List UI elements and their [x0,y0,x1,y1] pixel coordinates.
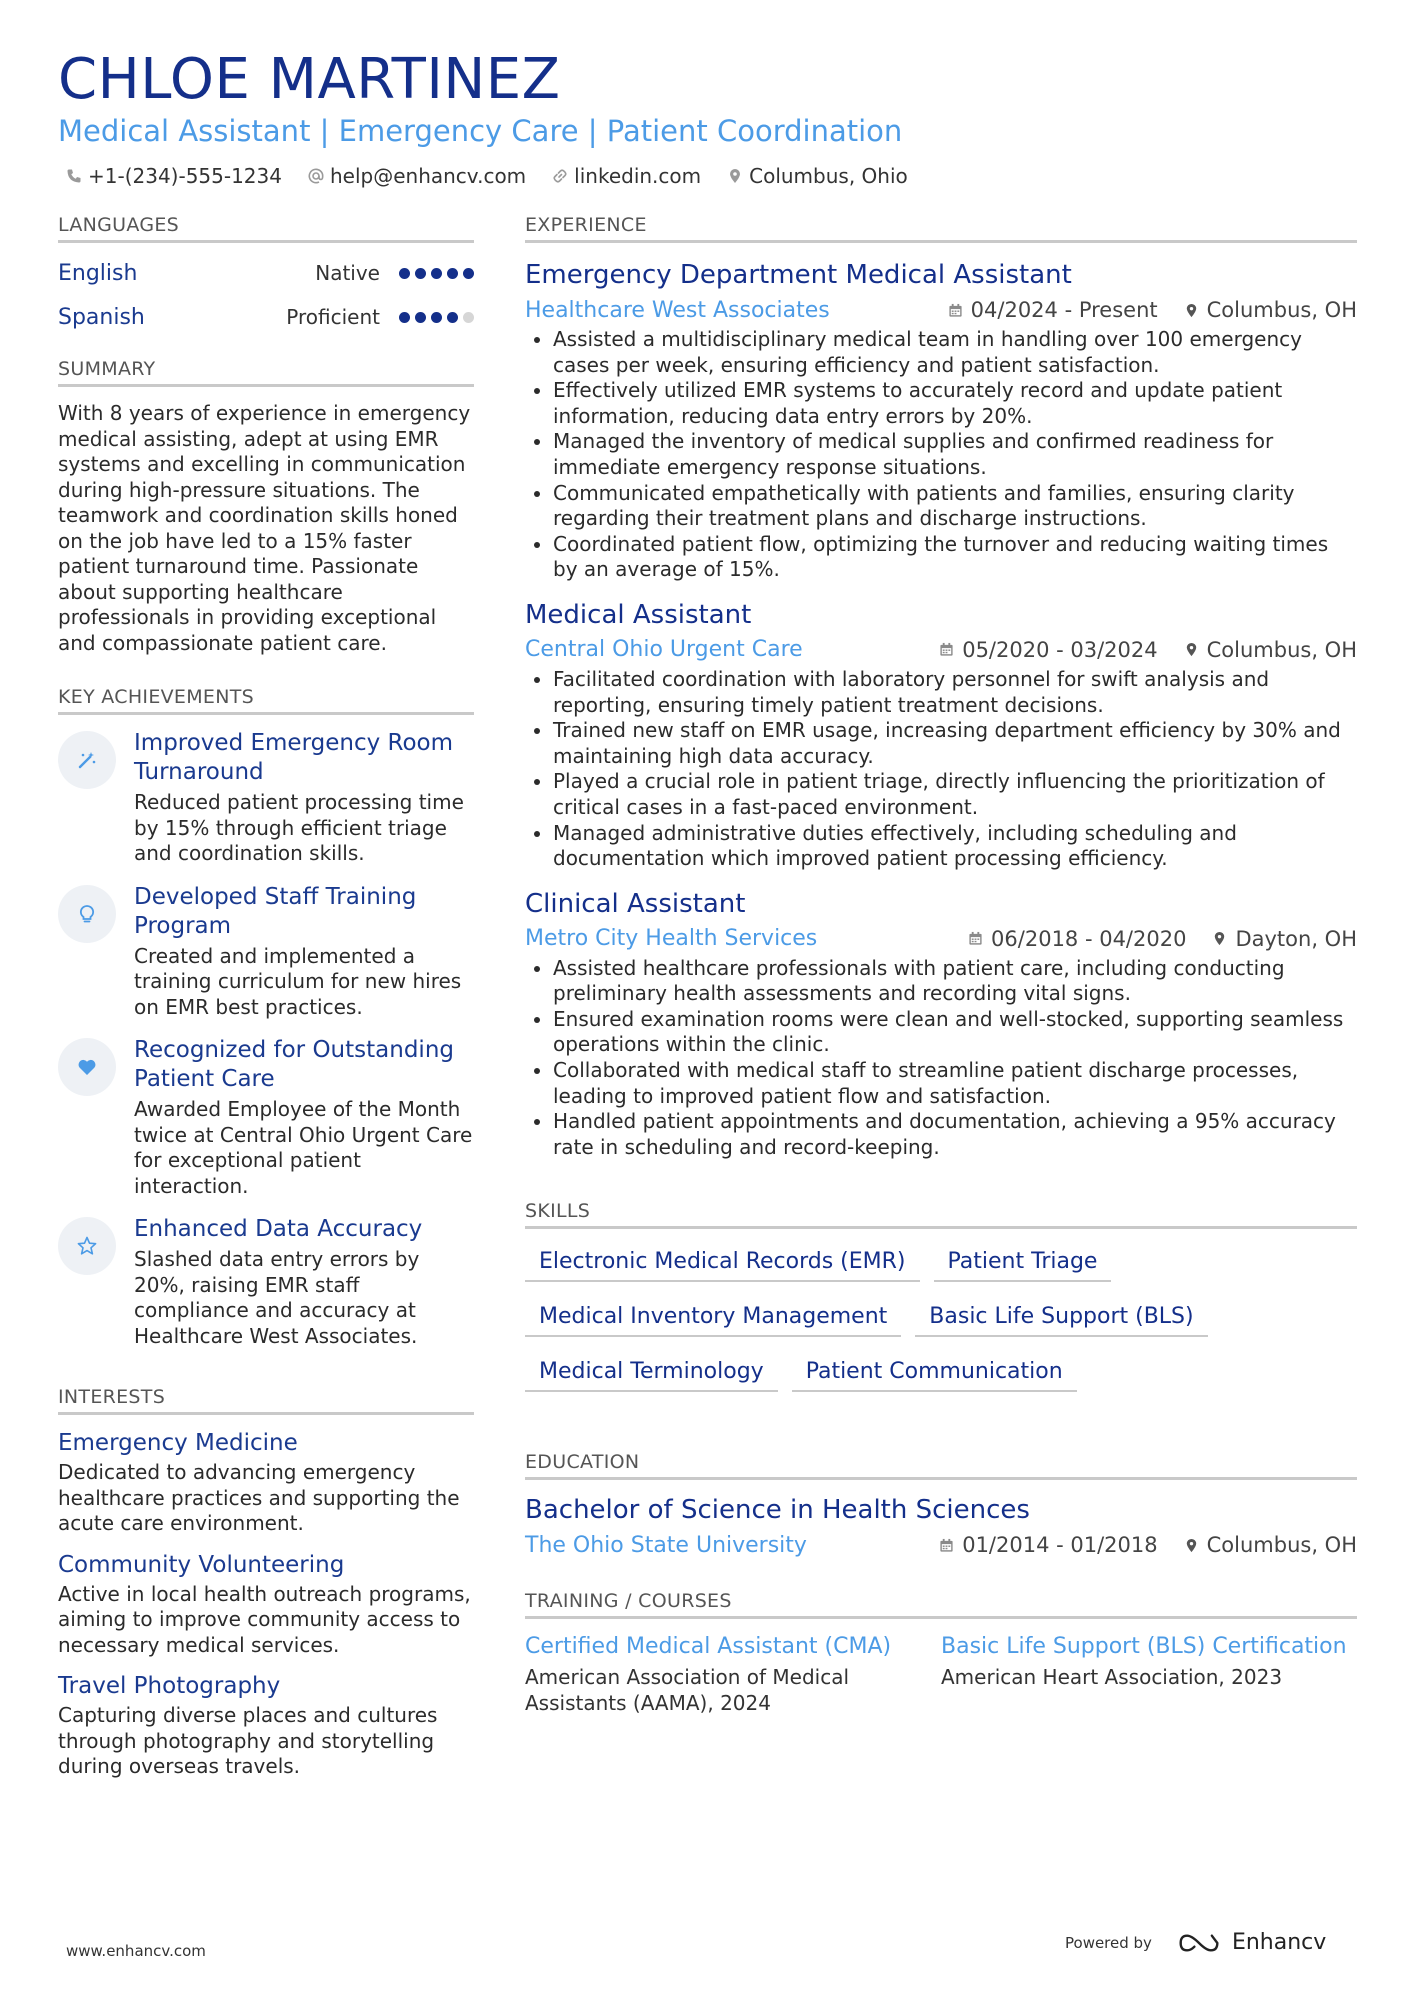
achievement-title: Enhanced Data Accuracy [134,1216,423,1242]
training-section [525,1590,1357,1716]
bullet: • Communicated empathetically with patients and families, ensuring clarity regarding their treatment plans and discharge instructions. [553,481,1357,532]
job-title: Emergency Department Medical Assistant [525,260,1072,290]
dot-filled [447,268,458,279]
language-row [58,251,474,295]
calendar-icon [968,931,983,946]
skill-tag: Basic Life Support (BLS) [915,1296,1207,1337]
phone-text: +1-(234)-555-1234 [88,164,282,188]
interest-title: Community Volunteering [58,1551,345,1578]
achievement-item [58,729,474,867]
skills-title: SKILLS [525,1200,1357,1229]
powered-by-label: Powered by [1065,1933,1152,1952]
location-text: Columbus, Ohio [749,164,908,188]
company-name: Central Ohio Urgent Care [525,637,803,663]
training-item [941,1633,1357,1716]
achievement-item [58,1036,474,1199]
education-section [525,1451,1357,1560]
contact-linkedin[interactable] [552,164,701,188]
proficiency-dots [394,268,474,279]
skill-tag: Patient Communication [792,1351,1077,1392]
candidate-headline: Medical Assistant | Emergency Care | Patient Coordination [58,114,903,148]
experience-title: EXPERIENCE [525,214,1357,243]
school-name: The Ohio State University [525,1532,807,1558]
heart-icon [76,1056,98,1078]
job-bullets [525,327,1357,583]
dot-filled [431,312,442,323]
skills-list [525,1241,1357,1406]
experience-section [525,214,1357,1160]
education-location [1184,1533,1357,1557]
job-entry [525,888,1357,1161]
skills-section [525,1200,1357,1406]
training-list [525,1633,1357,1716]
contact-email[interactable] [308,164,526,188]
interest-desc: Active in local health outreach programs, aiming to improve community access to necessary medical services. [58,1581,471,1657]
map-pin-icon [1212,931,1227,946]
achievement-icon-badge [58,731,116,789]
education-meta [525,1530,1357,1560]
dot-filled [431,268,442,279]
location-text: Dayton, OH [1235,926,1357,951]
brand-name: Enhancv [1231,1930,1327,1955]
job-meta [525,295,1357,325]
email-text: help@enhancv.com [329,164,527,188]
training-title: TRAINING / COURSES [525,1590,1357,1619]
skill-tag: Medical Inventory Management [525,1296,901,1337]
bullet: • Effectively utilized EMR systems to accurately record and update patient information, reducing data entry errors by 20%. [553,378,1357,429]
dates-text: 05/2020 - 03/2024 [962,637,1158,662]
skill-tag: Medical Terminology [525,1351,778,1392]
achievements-title: KEY ACHIEVEMENTS [58,686,474,715]
job-bullets [525,667,1357,872]
candidate-name: CHLOE MARTINEZ [58,47,561,112]
job-location [1184,298,1357,322]
dot-empty [463,312,474,323]
bullet: • Played a crucial role in patient triage, directly influencing the prioritization of critical cases in a fast-paced environment. [553,769,1357,820]
language-row [58,295,474,339]
language-name: Spanish [58,304,145,330]
dates-text: 06/2018 - 04/2020 [991,926,1187,951]
dot-filled [415,312,426,323]
bullet: • Managed administrative duties effectively, including scheduling and documentation which improved patient processing efficiency. [553,821,1357,872]
dates-text: 04/2024 - Present [970,298,1158,322]
bullet: • Facilitated coordination with laboratory personnel for swift analysis and reporting, ensuring timely patient treatment decisions. [553,667,1357,718]
calendar-icon [939,642,954,657]
education-title: EDUCATION [525,1451,1357,1480]
achievement-icon-badge [58,1038,116,1096]
dot-filled [463,268,474,279]
training-item [525,1633,941,1716]
interest-desc: Capturing diverse places and cultures through photography and storytelling during overseas travels. [58,1703,438,1778]
achievement-title: Recognized for Outstanding Patient Care [134,1037,454,1092]
achievement-desc: Created and implemented a training curriculum for new hires on EMR best practices. [134,943,462,1019]
interest-title: Travel Photography [58,1673,281,1699]
contact-bar [66,164,934,188]
interest-item [58,1551,474,1659]
phone-icon [66,168,82,184]
map-pin-icon [1184,1538,1199,1553]
interest-item [58,1672,474,1780]
degree-title: Bachelor of Science in Health Sciences [525,1495,1030,1525]
language-level: Proficient [286,305,380,329]
skill-tag: Electronic Medical Records (EMR) [525,1241,920,1282]
interests-section [58,1386,474,1780]
job-entry [525,259,1357,583]
achievement-icon-badge [58,1217,116,1275]
job-entry [525,599,1357,872]
location-text: Columbus, OH [1206,298,1357,322]
at-icon [308,168,324,184]
job-title: Clinical Assistant [525,888,746,919]
achievement-desc: Reduced patient processing time by 15% through efficient triage and coordination skills. [134,790,464,865]
achievement-desc: Slashed data entry errors by 20%, raising EMR staff compliance and accuracy at Healthcare West Associates. [134,1247,420,1348]
bullet: • Managed the inventory of medical supplies and confirmed readiness for immediate emergency response situations. [553,429,1357,480]
bullet: • Handled patient appointments and documentation, achieving a 95% accuracy rate in scheduling and record-keeping. [553,1109,1357,1160]
bullet: • Ensured examination rooms were clean and well-stocked, supporting seamless operations within the clinic. [553,1007,1357,1058]
achievement-title: Developed Staff Training Program [134,883,417,939]
achievement-title: Improved Emergency Room Turnaround [134,730,454,785]
job-dates [948,298,1158,322]
bullet: • Coordinated patient flow, optimizing the turnover and reducing waiting times by an average of 15%. [553,532,1357,583]
skill-tag: Patient Triage [934,1241,1112,1282]
training-title: Basic Life Support (BLS) Certification [941,1634,1347,1659]
lightbulb-icon [76,903,98,925]
job-title: Medical Assistant [525,599,752,630]
summary-title: SUMMARY [58,358,474,387]
education-dates [939,1533,1157,1557]
achievement-item [58,883,474,1021]
map-pin-icon [1184,303,1199,318]
bullet: • Assisted a multidisciplinary medical team in handling over 100 emergency cases per week, ensuring efficiency and patient satisfaction. [553,327,1357,378]
languages-section [58,214,474,339]
job-meta [525,924,1357,954]
interest-desc: Dedicated to advancing emergency healthcare practices and supporting the acute care environment. [58,1460,460,1535]
training-desc: American Association of Medical Assistants (AAMA), 2024 [525,1665,850,1715]
dates-text: 01/2014 - 01/2018 [962,1533,1158,1557]
bullet: • Assisted healthcare professionals with patient care, including conducting preliminary health assessments and recording vital signs. [553,956,1357,1007]
footer-website[interactable]: www.enhancv.com [66,1942,206,1960]
interest-title: Emergency Medicine [58,1430,298,1456]
location-text: Columbus, OH [1206,637,1357,662]
summary-text: With 8 years of experience in emergency medical assisting, adept at using EMR systems and excelling in communication during high-pressure situations. The teamwork and coordination skills honed on the job have led to a 15% faster patient turnaround time. Passionate about supporting healthcare professionals in providing exceptional and compassionate patient care. [58,401,471,655]
achievements-section [58,686,474,1349]
company-name: Healthcare West Associates [525,297,830,323]
languages-title: LANGUAGES [58,214,474,243]
bullet: • Collaborated with medical staff to streamline patient discharge processes, leading to improved patient flow and satisfaction. [553,1058,1357,1109]
job-location [1184,638,1357,662]
bullet: • Trained new staff on EMR usage, increasing department efficiency by 30% and maintaining high data accuracy. [553,718,1357,769]
interest-item [58,1429,474,1537]
dot-filled [415,268,426,279]
training-desc: American Heart Association, 2023 [941,1665,1283,1689]
proficiency-dots [394,312,474,323]
contact-phone[interactable] [66,164,282,188]
achievement-desc: Awarded Employee of the Month twice at Central Ohio Urgent Care for exceptional patient interaction. [134,1097,473,1198]
company-name: Metro City Health Services [525,926,818,952]
job-dates [968,927,1186,951]
summary-section [58,358,474,656]
dot-filled [399,312,410,323]
job-location [1212,927,1357,951]
calendar-icon [939,1538,954,1553]
achievement-item [58,1215,474,1349]
enhancv-logo-icon [1176,1932,1222,1954]
linkedin-text: linkedin.com [574,164,702,188]
job-bullets [525,956,1357,1161]
location-text: Columbus, OH [1206,1533,1357,1557]
map-pin-icon [1184,642,1199,657]
link-icon [552,168,568,184]
contact-location [727,164,908,188]
footer-branding [1065,1930,1326,1955]
map-pin-icon [727,168,743,184]
dot-filled [447,312,458,323]
dot-filled [399,268,410,279]
language-level: Native [315,261,380,285]
education-entry [525,1494,1357,1560]
star-icon [76,1235,98,1257]
job-meta [525,635,1357,665]
interests-title: INTERESTS [58,1386,474,1415]
language-name: English [58,260,138,286]
calendar-icon [948,303,963,318]
training-title: Certified Medical Assistant (CMA) [525,1634,892,1659]
job-dates [939,638,1157,662]
wand-icon [76,749,98,771]
achievement-icon-badge [58,885,116,943]
